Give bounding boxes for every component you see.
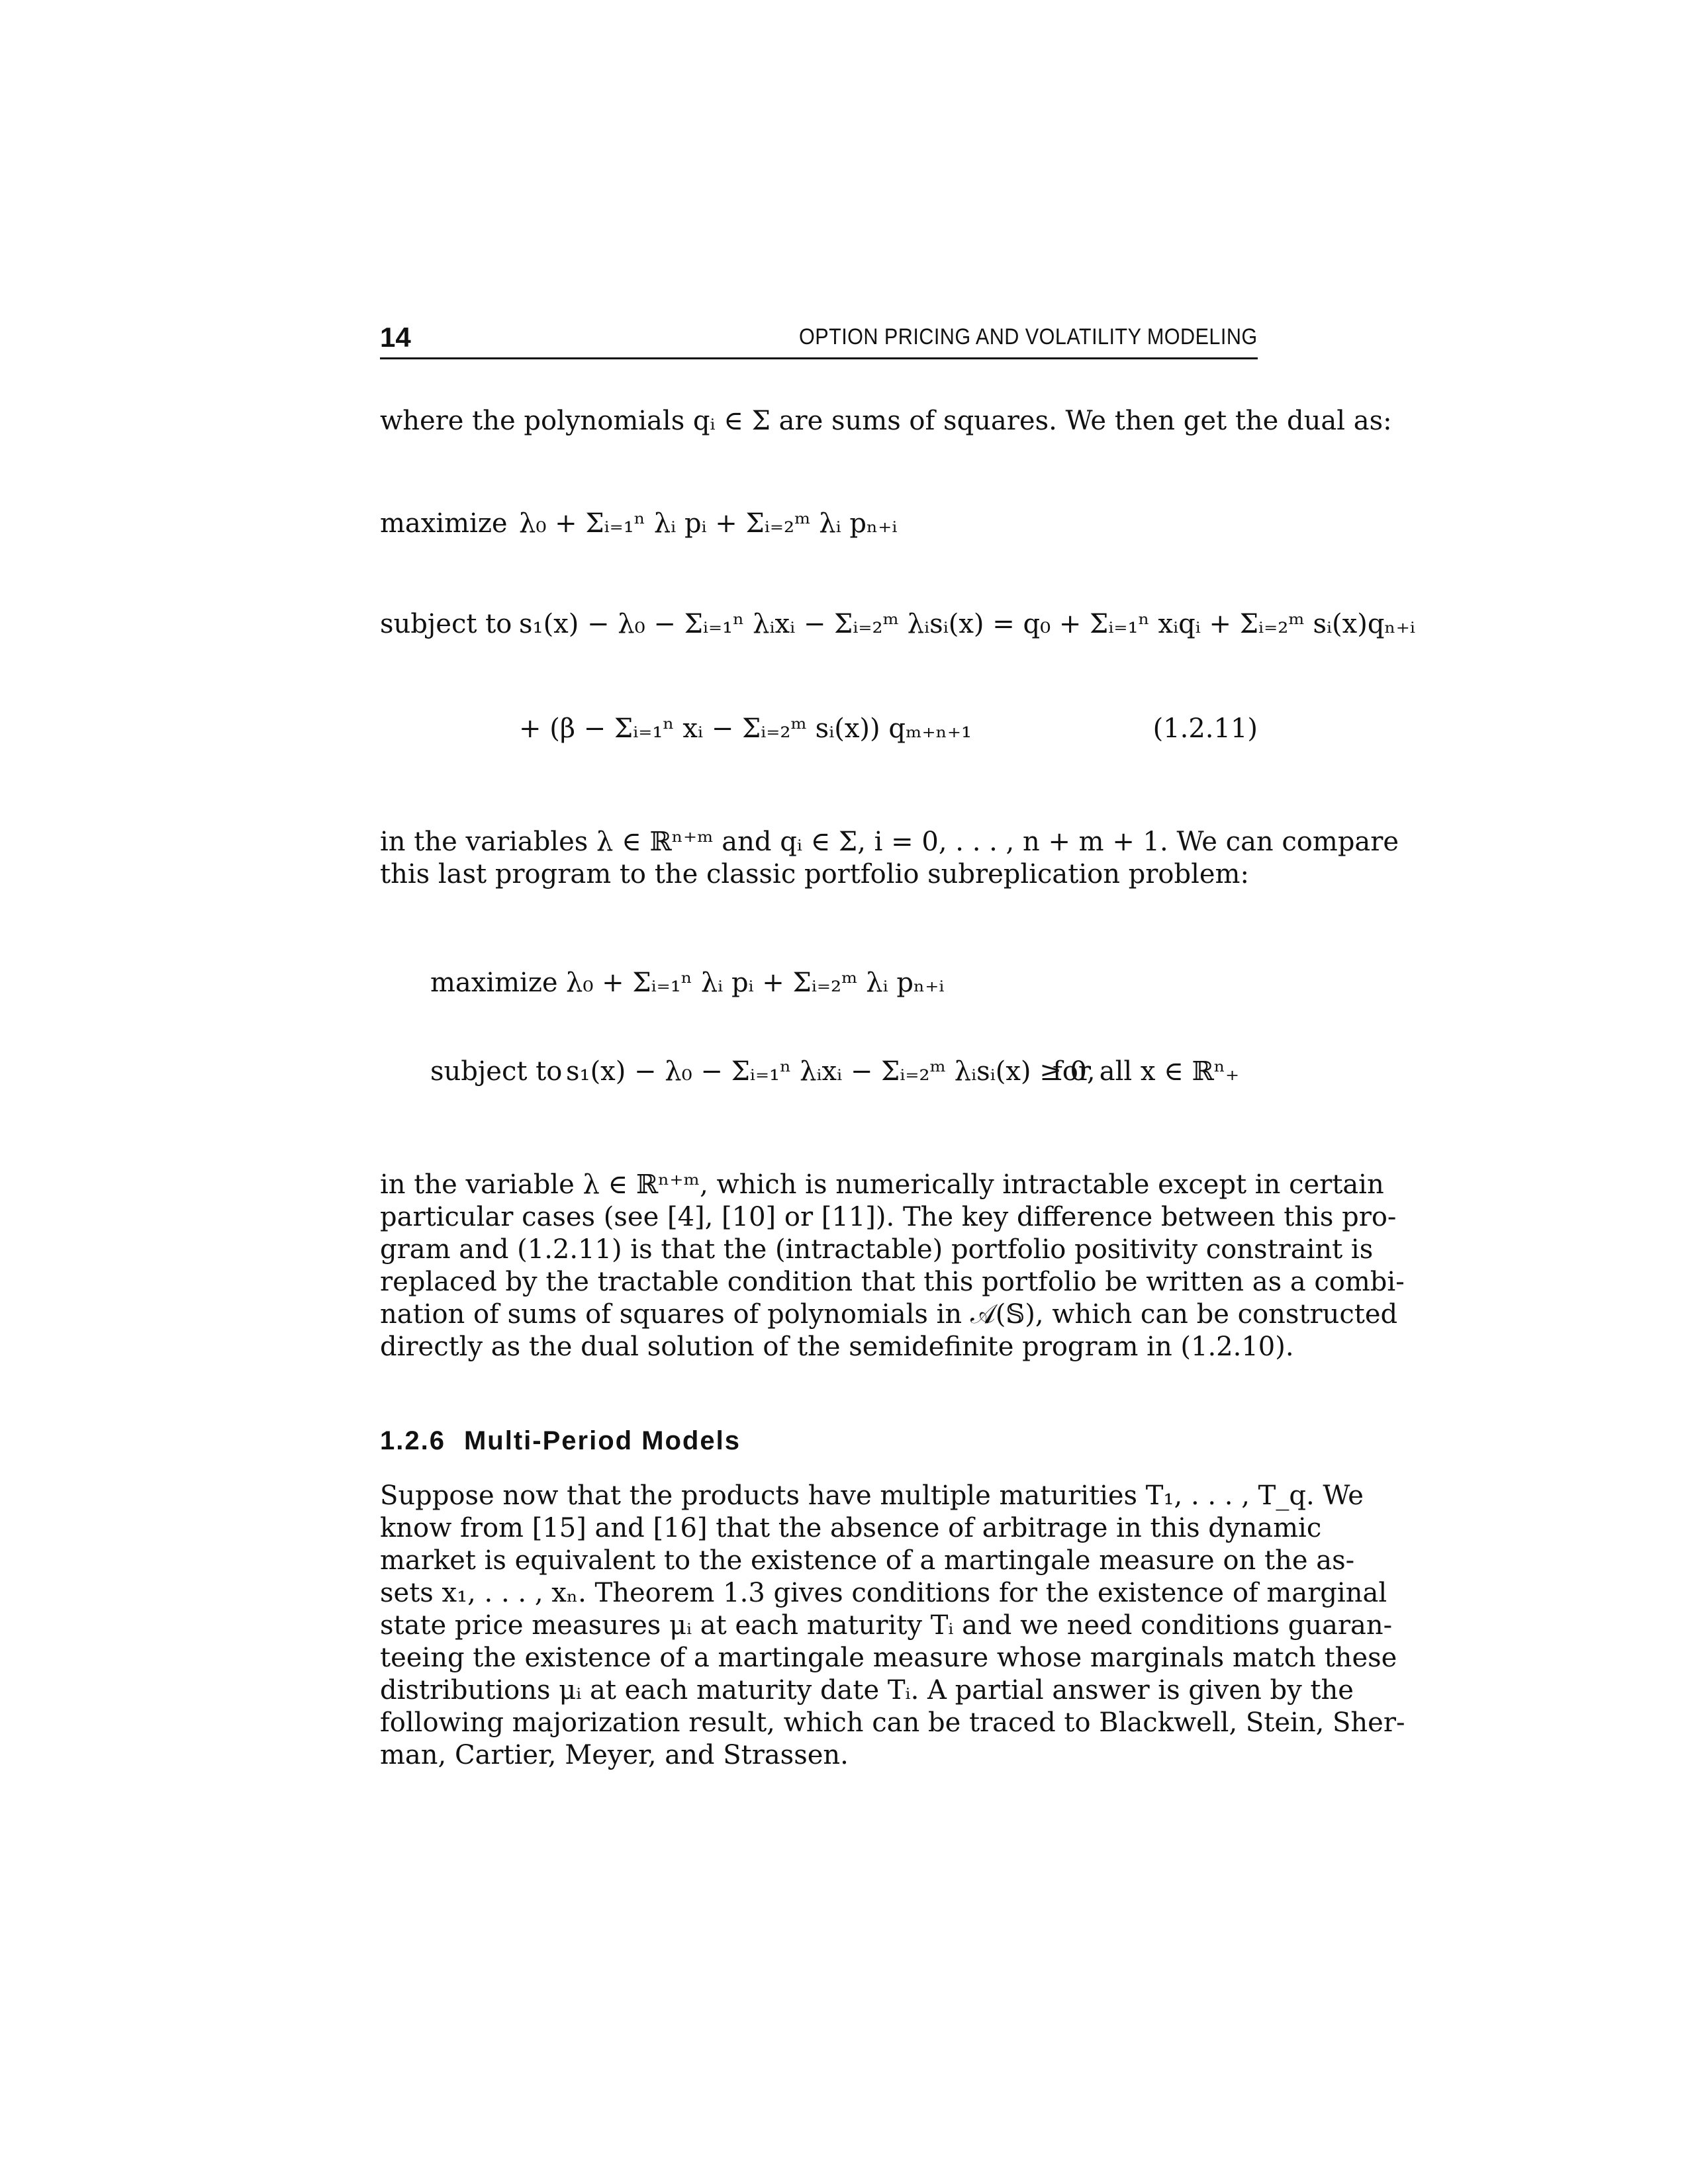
- dual-maximize-label: maximize: [380, 508, 508, 539]
- page-number: 14: [380, 322, 411, 353]
- classic-maximize-expression: λ₀ + Σᵢ₌₁ⁿ λᵢ pᵢ + Σᵢ₌₂ᵐ λᵢ pₙ₊ᵢ: [566, 968, 945, 998]
- running-head: OPTION PRICING AND VOLATILITY MODELING: [799, 324, 1258, 349]
- multiperiod-line: state price measures μᵢ at each maturity Tᵢ and we need conditions guaran-: [380, 1610, 1393, 1641]
- variables-line-2: this last program to the classic portfolio subreplication problem:: [380, 859, 1249, 889]
- multiperiod-line: man, Cartier, Meyer, and Strassen.: [380, 1740, 849, 1770]
- discussion-line: replaced by the tractable condition that this portfolio be written as a combi-: [380, 1267, 1405, 1297]
- intro-line: where the polynomials qᵢ ∈ Σ are sums of squares. We then get the dual as:: [380, 406, 1392, 436]
- multiperiod-line: following majorization result, which can be traced to Blackwell, Stein, Sher-: [380, 1707, 1405, 1738]
- discussion-line: nation of sums of squares of polynomials in 𝒜(𝕊), which can be constructed: [380, 1299, 1398, 1330]
- multiperiod-paragraph: [380, 1480, 1405, 1772]
- classic-constraint: s₁(x) − λ₀ − Σᵢ₌₁ⁿ λᵢxᵢ − Σᵢ₌₂ᵐ λᵢsᵢ(x) ≥ 0,: [566, 1056, 1096, 1087]
- discussion-line: gram and (1.2.11) is that the (intractable) portfolio positivity constraint is: [380, 1234, 1374, 1265]
- section-title: Multi-Period Models: [463, 1426, 741, 1455]
- multiperiod-line: distributions μᵢ at each maturity date Tᵢ. A partial answer is given by the: [380, 1675, 1354, 1706]
- dual-constraint-line-2: + (β − Σᵢ₌₁ⁿ xᵢ − Σᵢ₌₂ᵐ sᵢ(x)) qₘ₊ₙ₊₁: [519, 713, 972, 744]
- section-number: 1.2.6: [380, 1426, 445, 1455]
- variables-line-1: in the variables λ ∈ ℝⁿ⁺ᵐ and qᵢ ∈ Σ, i = 0, . . . , n + m + 1. We can compare: [380, 827, 1399, 857]
- equation-number: (1.2.11): [1152, 713, 1258, 744]
- multiperiod-line: teeing the existence of a martingale measure whose marginals match these: [380, 1643, 1397, 1673]
- dual-constraint-line-1: s₁(x) − λ₀ − Σᵢ₌₁ⁿ λᵢxᵢ − Σᵢ₌₂ᵐ λᵢsᵢ(x) = q₀ + Σᵢ₌₁ⁿ xᵢqᵢ + Σᵢ₌₂ᵐ sᵢ(x)qₙ₊ᵢ: [519, 609, 1415, 639]
- discussion-line: particular cases (see [4], [10] or [11]). The key difference between this pro-: [380, 1202, 1397, 1232]
- dual-maximize-expression: λ₀ + Σᵢ₌₁ⁿ λᵢ pᵢ + Σᵢ₌₂ᵐ λᵢ pₙ₊ᵢ: [519, 508, 898, 539]
- multiperiod-line: know from [15] and [16] that the absence of arbitrage in this dynamic: [380, 1513, 1322, 1543]
- multiperiod-line: market is equivalent to the existence of a martingale measure on the as-: [380, 1545, 1355, 1576]
- multiperiod-line: Suppose now that the products have multiple maturities T₁, . . . , T_q. We: [380, 1480, 1364, 1511]
- intro-paragraph: [380, 405, 1392, 437]
- discussion-paragraph: [380, 1169, 1405, 1363]
- multiperiod-line: sets x₁, . . . , xₙ. Theorem 1.3 gives conditions for the existence of marginal: [380, 1578, 1387, 1608]
- classic-subject-to-label: subject to: [430, 1056, 563, 1087]
- header-rule: [380, 357, 1258, 359]
- section-heading: [380, 1426, 741, 1456]
- classic-qualifier: for all x ∈ ℝⁿ₊: [1053, 1056, 1240, 1087]
- discussion-line: directly as the dual solution of the semidefinite program in (1.2.10).: [380, 1332, 1294, 1362]
- dual-subject-to-label: subject to: [380, 609, 512, 639]
- variables-paragraph: [380, 826, 1399, 891]
- classic-maximize-label: maximize: [430, 968, 558, 998]
- discussion-line: in the variable λ ∈ ℝⁿ⁺ᵐ, which is numerically intractable except in certain: [380, 1169, 1384, 1200]
